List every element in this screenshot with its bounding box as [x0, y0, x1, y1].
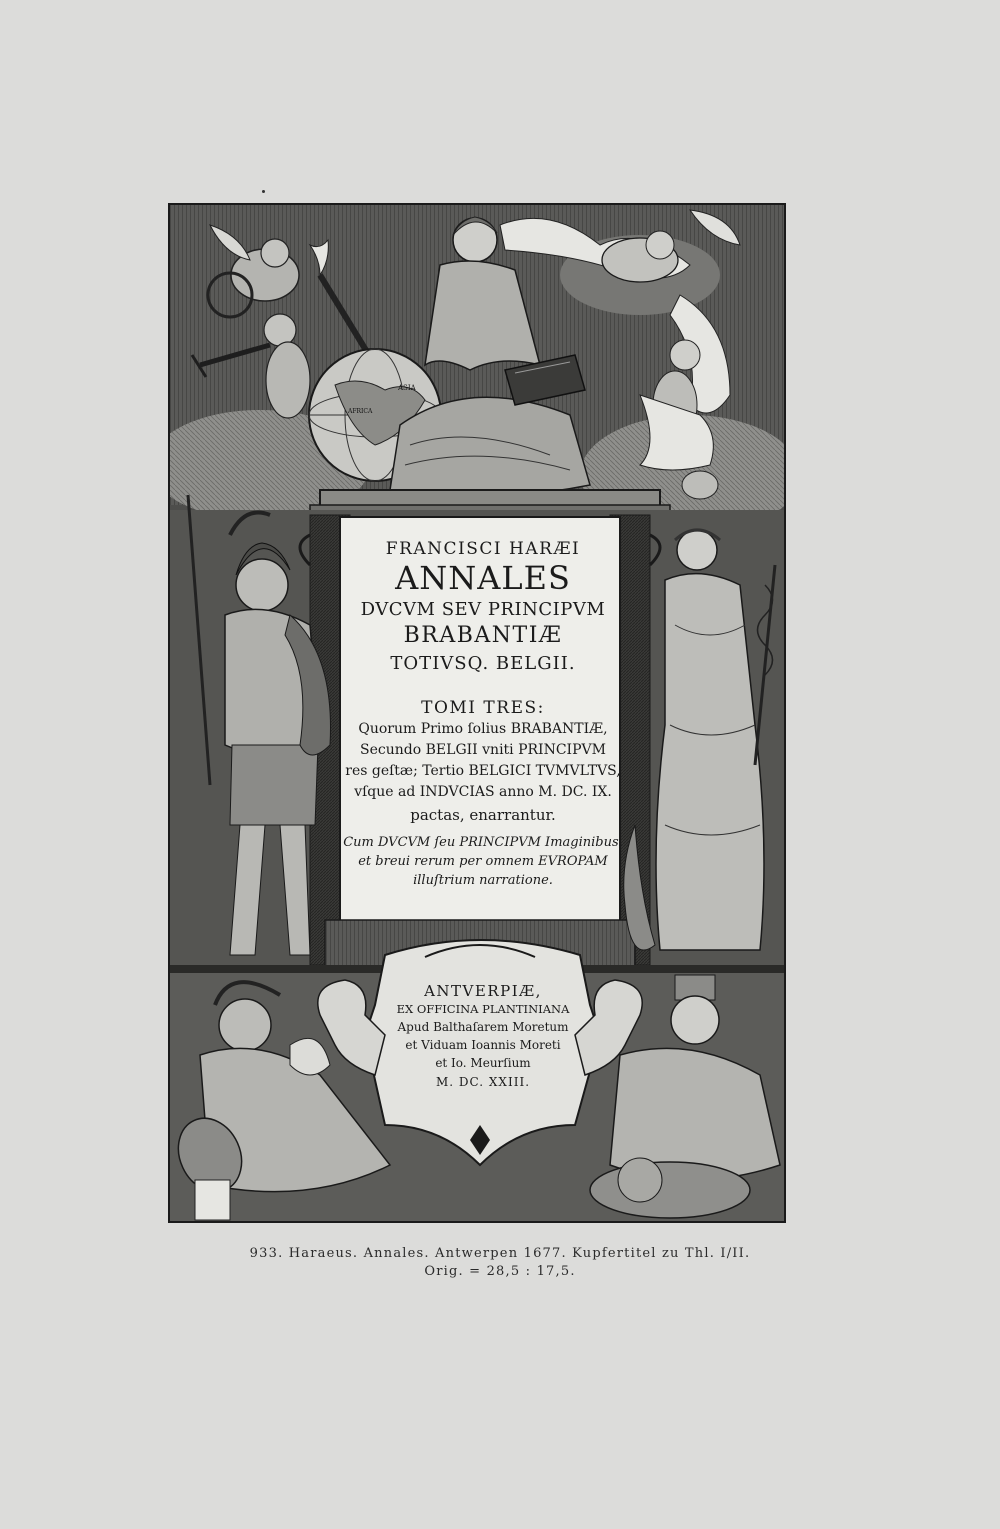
imprint-line-1: ANTVERPIÆ,: [424, 982, 542, 1000]
svg-text:ASIA: ASIA: [398, 384, 416, 392]
description-line-5: pactas, enarrantur.: [410, 806, 556, 824]
description-line-4: vſque ad INDVCIAS anno M. DC. IX.: [354, 784, 612, 800]
caption-line-2: Orig. = 28,5 : 17,5.: [424, 1264, 576, 1279]
italic-line-3: illuſtrium narratione.: [413, 873, 553, 888]
imprint-date: M. DC. XXIII.: [435, 1075, 531, 1089]
volumes-line: TOMI TRES:: [421, 698, 545, 718]
description-line-1: Quorum Primo ſolius BRABANTIÆ,: [358, 721, 608, 737]
main-title: ANNALES: [395, 559, 571, 597]
author-line: FRANCISCI HARÆI: [385, 539, 581, 559]
imprint-line-3: Apud Balthaſarem Moretum: [397, 1020, 569, 1034]
description-line-2: Secundo BELGII vniti PRINCIPVM: [360, 742, 606, 758]
subtitle-line-2: BRABANTIÆ: [403, 623, 563, 648]
subtitle-line-1: DVCVM SEV PRINCIPVM: [360, 599, 606, 620]
italic-line-1: Cum DVCVM ſeu PRINCIPVM Imaginibus,: [343, 835, 623, 850]
imprint-line-5: et Io. Meurſium: [435, 1056, 531, 1070]
svg-text:AFRICA: AFRICA: [348, 408, 373, 415]
imprint-line-4: et Viduam Ioannis Moreti: [405, 1038, 561, 1052]
engraved-title-plate: [168, 203, 786, 1223]
subtitle-line-3: TOTIVSQ. BELGII.: [390, 653, 576, 674]
stray-mark: [262, 190, 265, 193]
italic-line-2: et breui rerum per omnem EVROPAM: [358, 854, 608, 869]
imprint-line-2: EX OFFICINA PLANTINIANA: [396, 1002, 570, 1016]
description-line-3: res geſtæ; Tertio BELGICI TVMVLTVS,: [345, 763, 621, 779]
caption-line-1: 933. Haraeus. Annales. Antwerpen 1677. Kupfertitel zu Thl. I/II.: [249, 1246, 751, 1261]
